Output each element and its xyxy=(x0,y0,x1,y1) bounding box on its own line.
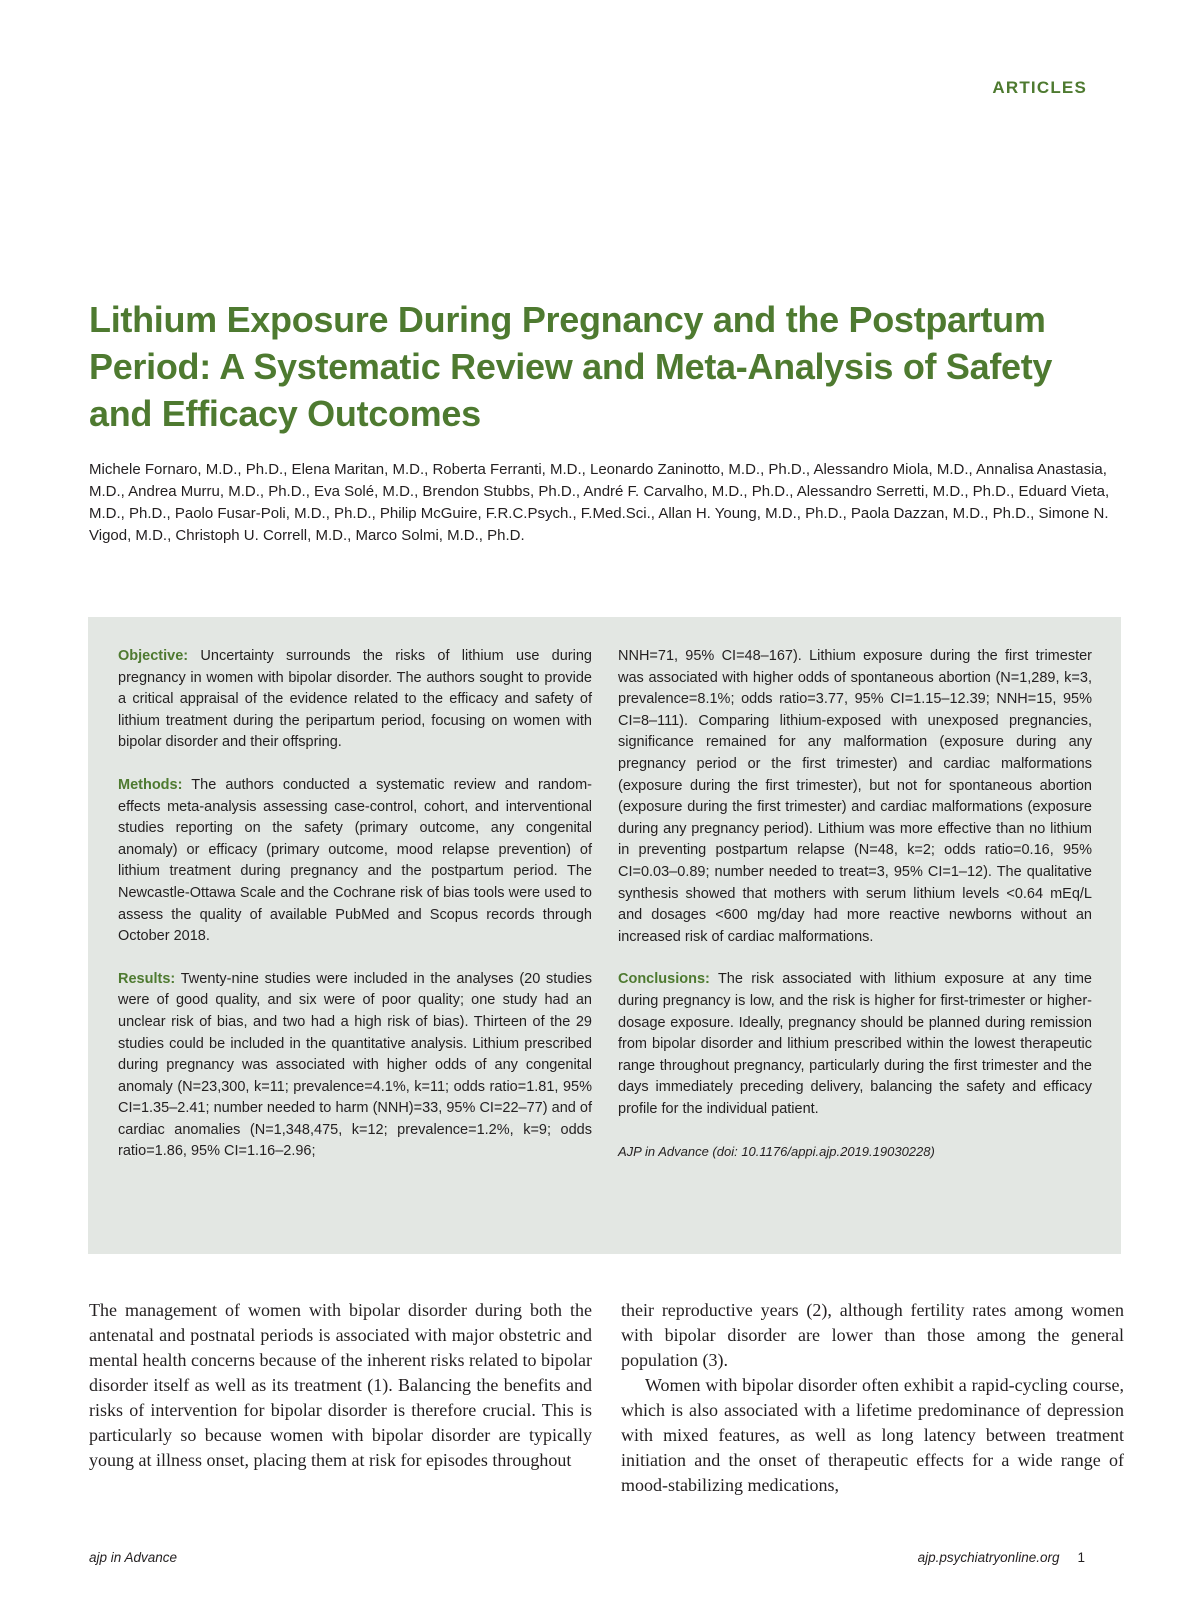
abstract-right-column xyxy=(618,646,1092,1184)
footer-website: ajp.psychiatryonline.org xyxy=(917,1550,1060,1565)
footer-journal: ajp in Advance xyxy=(89,1550,178,1565)
objective-heading: Objective: xyxy=(118,648,189,664)
body-left-column xyxy=(89,1298,592,1473)
abstract-objective xyxy=(118,646,592,754)
abstract-left-column xyxy=(118,646,592,1184)
results-continued: NNH=71, 95% CI=48–167). Lithium exposure during the first trimester was associated with higher odds of spontaneous abortion (N=1,289, k=3, prevalence=8.1%; odds ratio=3.77, 95% CI=1.15–12.39; NNH=15, 95% CI=8–111). Comparing lithium-exposed with unexposed pregnancies, significance remained for any malformation (exposure during any pregnancy period or the first trimester) and cardiac malformations (exposure during the first trimester), but not for spontaneous abortion (exposure during the first trimester) and cardiac malformations (exposure during any pregnancy period). Lithium was more effective than no lithium in preventing postpartum relapse (N=48, k=2; odds ratio=0.16, 95% CI=0.03–0.89; number needed to treat=3, 95% CI=1–12). The qualitative synthesis showed that mothers with serum lithium levels <0.64 mEq/L and dosages <600 mg/day had more reactive newborns without an increased risk of cardiac malformations. xyxy=(618,648,1092,945)
article-title: Lithium Exposure During Pregnancy and the Postpartum Period: A Systematic Review and Meta-Analysis of Safety and Efficacy Outcomes xyxy=(89,299,1053,434)
footer-right xyxy=(918,1550,1085,1565)
abstract-conclusions xyxy=(618,969,1092,1120)
page-number: 1 xyxy=(1077,1550,1085,1565)
body-paragraph: their reproductive years (2), although fertility rates among women with bipolar disorder are lower than those among the general population (3). xyxy=(621,1300,1124,1370)
body-paragraph: Women with bipolar disorder often exhibit a rapid-cycling course, which is also associated with a lifetime predominance of depression with mixed features, as well as long latency between treatment initiation and the onset of therapeutic effects for a wide range of mood-stabilizing medications, xyxy=(621,1375,1124,1495)
abstract-results xyxy=(118,969,592,1163)
abstract-box xyxy=(88,617,1121,1254)
results-text: Twenty-nine studies were included in the analyses (20 studies were of good quality, and six were of poor quality; one study had an unclear risk of bias, and two had a high risk of bias). Thirteen of the 29 studies could be included in the quantitative analysis. Lithium prescribed during pregnancy was associated with higher odds of any congenital anomaly (N=23,300, k=11; prevalence=4.1%, k=11; odds ratio=1.81, 95% CI=1.35–2.41; number needed to harm (NNH)=33, 95% CI=22–77) and of cardiac anomalies (N=1,348,475, k=12; prevalence=1.2%, k=9; odds ratio=1.86, 95% CI=1.16–2.96; xyxy=(118,970,592,1160)
body-paragraph: The management of women with bipolar disorder during both the antenatal and postnatal periods is associated with major obstetric and mental health concerns because of the inherent risks related to bipolar disorder itself as well as its treatment (1). Balancing the benefits and risks of intervention for bipolar disorder is therefore crucial. This is particularly so because women with bipolar disorder are typically young at illness onset, placing them at risk for episodes throughout xyxy=(89,1300,592,1470)
results-heading: Results: xyxy=(118,970,176,987)
body-right-column xyxy=(621,1298,1124,1498)
methods-heading: Methods: xyxy=(118,776,183,793)
doi-citation: AJP in Advance (doi: 10.1176/appi.ajp.2019.19030228) xyxy=(618,1144,935,1160)
conclusions-heading: Conclusions: xyxy=(618,971,710,988)
section-label: ARTICLES xyxy=(992,78,1087,97)
methods-text: The authors conducted a systematic review and random-effects meta-analysis assessing case-control, cohort, and interventional studies reporting on the safety (primary outcome, any congenital anomaly) or efficacy (primary outcome, mood relapse prevention) of lithium treatment during pregnancy and the postpartum period. The Newcastle-Ottawa Scale and the Cochrane risk of bias tools were used to assess the quality of available PubMed and Scopus records through October 2018. xyxy=(118,776,592,945)
author-list: Michele Fornaro, M.D., Ph.D., Elena Maritan, M.D., Roberta Ferranti, M.D., Leonardo Zaninotto, M.D., Ph.D., Alessandro Miola, M.D., Annalisa Anastasia, M.D., Andrea Murru, M.D., Ph.D., Eva Solé, M.D., Brendon Stubbs, Ph.D., André F. Carvalho, M.D., Ph.D., Alessandro Serretti, M.D., Ph.D., Eduard Vieta, M.D., Ph.D., Paolo Fusar-Poli, M.D., Ph.D., Philip McGuire, F.R.C.Psych., F.Med.Sci., Allan H. Young, M.D., Ph.D., Paola Dazzan, M.D., Ph.D., Simone N. Vigod, M.D., Christoph U. Correll, M.D., Marco Solmi, M.D., Ph.D. xyxy=(89,461,1110,544)
conclusions-text: The risk associated with lithium exposure at any time during pregnancy is low, and the risk is higher for first-trimester or higher-dosage exposure. Ideally, pregnancy should be planned during remission from bipolar disorder and lithium prescribed within the lowest therapeutic range throughout pregnancy, particularly during the first trimester and the days immediately preceding delivery, balancing the safety and efficacy profile for the individual patient. xyxy=(618,971,1092,1117)
abstract-methods xyxy=(118,775,592,948)
objective-text: Uncertainty surrounds the risks of lithium use during pregnancy in women with bipolar disorder. The authors sought to provide a critical appraisal of the evidence related to the efficacy and safety of lithium treatment during the peripartum period, focusing on women with bipolar disorder and their offspring. xyxy=(118,648,592,751)
